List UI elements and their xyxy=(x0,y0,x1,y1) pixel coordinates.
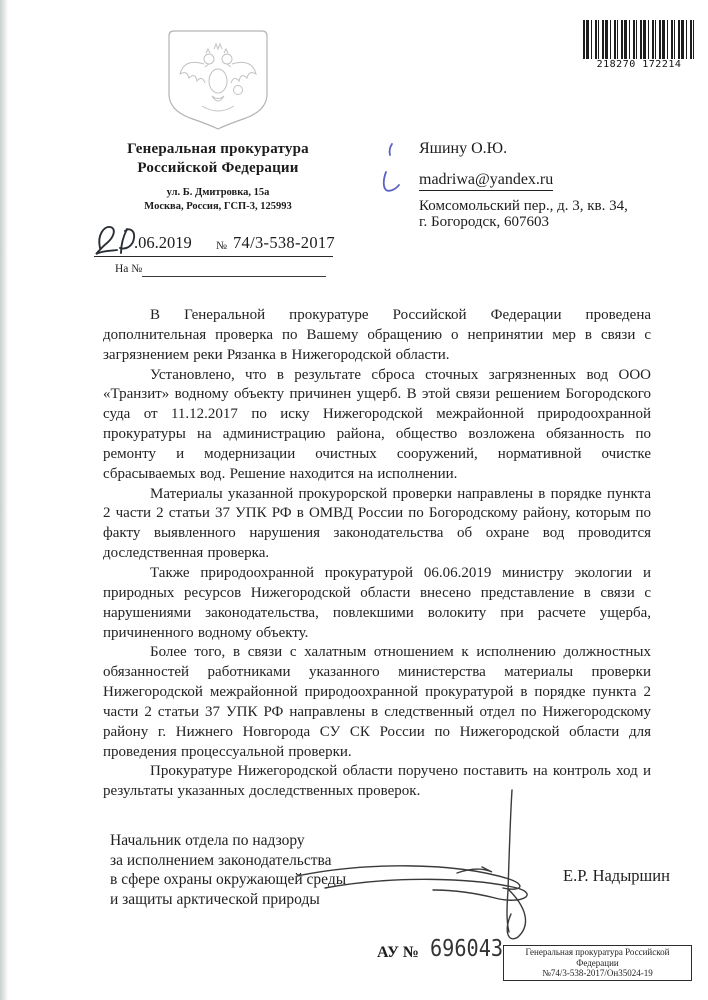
org-address-line1: ул. Б. Дмитровка, 15а xyxy=(166,187,270,198)
doc-number-underline xyxy=(229,256,333,257)
russian-coat-of-arms-icon xyxy=(162,26,274,130)
outgoing-doc-number: 74/3-538-2017 xyxy=(233,233,335,252)
signer-title-line4: и защиты арктической природы xyxy=(110,890,320,908)
paragraph-6: Прокуратуре Нижегородской области поручено поставить на контроль ход и результаты указанных доследственных проверок. xyxy=(103,763,651,800)
scan-edge-artifact xyxy=(0,0,8,1000)
signer-title-line2: за исполнением законодательства xyxy=(110,851,332,869)
au-stamped-number: 696043 xyxy=(430,936,504,962)
paragraph-3: Материалы указанной прокурорской проверки направлены в порядке пункта 2 части 2 статьи 37 УПК РФ в ОМВД России по Богородскому району, которым по факту выявленного нарушения законодательства об охране вод проводится доследственная проверка. xyxy=(103,485,651,562)
paragraph-4: Также природоохранной прокуратурой 06.06.2019 министру экологии и природных ресурсов Нижегородской области внесено представление в связи с нарушениями законодательства, повлекшими волокиту при расчете ущерба, причиненного водному объекту. xyxy=(103,564,651,641)
stamp-line2: Федерации xyxy=(576,957,619,968)
paragraph-1: В Генеральной прокуратуре Российской Федерации проведена дополнительная проверка по Вашему обращению о непринятии мер в связи с загрязнением реки Рязанка в Нижегородской области. xyxy=(103,307,651,363)
pen-check-icon xyxy=(379,142,405,194)
date-printed: .06.2019 xyxy=(134,233,192,252)
reference-label: На № xyxy=(115,263,143,275)
au-label: АУ № xyxy=(377,944,419,961)
org-name-line2: Российской Федерации xyxy=(137,159,299,176)
letter-body xyxy=(103,306,651,802)
recipient-email: madriwa@yandex.ru xyxy=(419,171,553,191)
org-address-line2: Москва, Россия, ГСП-3, 125993 xyxy=(144,200,292,212)
recipient-name: Яшину О.Ю. xyxy=(419,140,508,157)
stamp-line1: Генеральная прокуратура Российской xyxy=(525,946,670,957)
signer-name: Е.Р. Надыршин xyxy=(563,866,670,885)
stamp-line3: №74/3-538-2017/Он35024-19 xyxy=(542,968,653,979)
paragraph-5: Более того, в связи с халатным отношением к исполнению должностных обязанностей работниками указанного министерства материалы проверки Нижегородской межрайонной природоохранной прокуратурой в порядке пункта 2 части 2 статьи 37 УПК РФ направлены в следственный отдел по Нижегородскому району г. Нижнего Новгорода СУ СК России по Нижегородской области для проведения процессуальной проверки. xyxy=(103,644,651,760)
recipient-block xyxy=(419,140,679,230)
recipient-address-line2: г. Богородск, 607603 xyxy=(419,214,549,230)
reference-underline xyxy=(142,276,326,277)
number-sign: № xyxy=(216,240,227,252)
handwritten-signature-icon xyxy=(285,782,560,947)
date-underline xyxy=(94,256,246,257)
recipient-address-line1: Комсомольский пер., д. 3, кв. 34, xyxy=(419,198,628,214)
barcode xyxy=(583,20,695,70)
signer-title-line1: Начальник отдела по надзору xyxy=(110,832,305,849)
letterhead xyxy=(106,140,330,213)
barcode-number: 218270 172214 xyxy=(583,59,695,70)
registration-stamp xyxy=(503,945,692,981)
org-name-line1: Генеральная прокуратура xyxy=(127,141,309,157)
barcode-bars xyxy=(583,20,695,62)
paragraph-2: Установлено, что в результате сброса сточных загрязненных вод ООО «Транзит» водному объекту причинен ущерб. В этой связи решением Богородского суда от 11.12.2017 по иску Нижегородской межрайонной природоохранной прокуратуры на администрацию района, общество возложена обязанность по ремонту и модернизации очистных сооружений, нормативной очистке сбрасываемых вод. Решение находится на исполнении. xyxy=(103,366,651,482)
signer-title-line3: в сфере охраны окружающей среды xyxy=(110,871,347,888)
